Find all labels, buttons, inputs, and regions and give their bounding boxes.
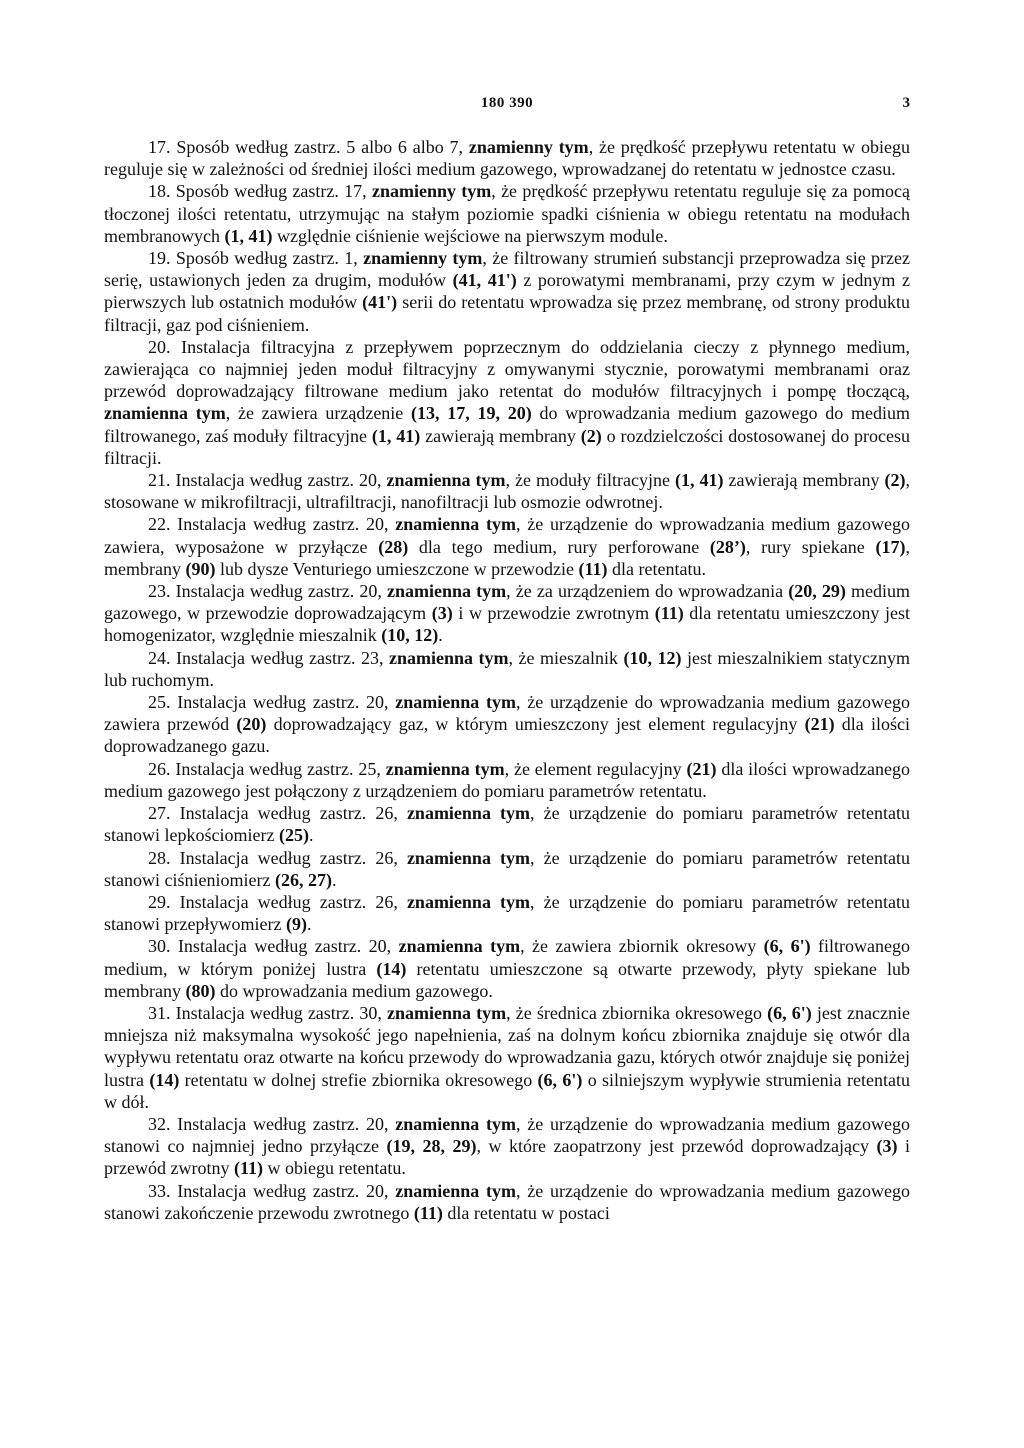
claim-text: 26. Instalacja według zastrz. 25, bbox=[148, 758, 386, 779]
claim-bold-text: znamienny tym bbox=[363, 248, 483, 269]
claim-bold-text: znamienna tym bbox=[395, 1180, 517, 1201]
claim-text: , że urządzenie do wprowadzania medium gazowego stanowi zakończenie przewodu zwrotnego bbox=[104, 1180, 910, 1223]
claim-bold-text: (14) bbox=[376, 958, 407, 979]
claim-text: 21. Instalacja według zastrz. 20, bbox=[148, 470, 387, 491]
claim-text: dla ilości doprowadzanego gazu. bbox=[104, 714, 910, 757]
claim-text: o silniejszym wypływie strumienia retentatu w dół. bbox=[104, 1069, 910, 1112]
claim-bold-text: (17) bbox=[875, 536, 906, 557]
claim-text: jest mieszalnikiem statycznym lub ruchomym. bbox=[104, 647, 910, 690]
claim-bold-text: (1, 41) bbox=[675, 470, 724, 491]
claim-bold-text: (11) bbox=[233, 1158, 263, 1179]
claim-bold-text: (21) bbox=[804, 714, 835, 735]
claim-bold-text: znamienna tym bbox=[387, 1002, 507, 1023]
claim-paragraph bbox=[104, 891, 910, 935]
claim-bold-text: (6, 6') bbox=[763, 936, 811, 957]
claim-bold-text: znamienna tym bbox=[388, 647, 509, 668]
claim-bold-text: znamienna tym bbox=[406, 803, 531, 824]
claim-text: , membrany bbox=[104, 536, 910, 579]
claim-text: , że urządzenie do pomiaru parametrów retentatu stanowi przepływomierz bbox=[104, 891, 910, 935]
page-header bbox=[104, 95, 910, 117]
claim-paragraph bbox=[104, 647, 910, 691]
claim-text: , rury spiekane bbox=[745, 536, 876, 557]
claim-text: , że urządzenie do pomiaru parametrów retentatu stanowi ciśnieniomierz bbox=[104, 847, 910, 890]
claim-bold-text: (20) bbox=[236, 714, 267, 735]
claim-text: 23. Instalacja według zastrz. 20, bbox=[148, 581, 388, 602]
claim-bold-text: (80) bbox=[185, 980, 216, 1001]
claim-text: . bbox=[331, 869, 337, 890]
claim-bold-text: (20, 29) bbox=[788, 581, 846, 602]
claim-text: filtrowanego medium, w którym poniżej lustra bbox=[104, 936, 911, 979]
claim-bold-text: znamienna tym bbox=[398, 936, 521, 957]
claim-bold-text: (21) bbox=[686, 758, 717, 779]
claim-text: 31. Instalacja według zastrz. 30, bbox=[148, 1002, 388, 1023]
claim-bold-text: (6, 6') bbox=[767, 1002, 812, 1023]
claim-text: retentatu w dolnej strefie zbiornika okresowego bbox=[179, 1069, 538, 1090]
claim-text: 25. Instalacja według zastrz. 20, bbox=[148, 692, 396, 713]
claim-bold-text: (9) bbox=[285, 914, 307, 935]
claim-text: względnie ciśnienie wejściowe na pierwszym module. bbox=[272, 225, 668, 246]
claim-paragraph bbox=[104, 336, 910, 469]
claim-text: , stosowane w mikrofiltracji, ultrafiltracji, nanofiltracji lub osmozie odwrotnej. bbox=[104, 470, 910, 513]
claim-paragraph bbox=[104, 136, 910, 180]
claim-text: dla tego medium, rury perforowane bbox=[408, 536, 710, 557]
claim-text: , że prędkość przepływu retentatu w obiegu reguluje się w zależności od średniej ilości medium gazowego, wprowadzanej do retentatu w jednostce czasu. bbox=[104, 137, 911, 180]
claim-paragraph bbox=[104, 935, 910, 1002]
claim-text: do wprowadzania medium gazowego. bbox=[215, 980, 493, 1001]
document-number: 180 390 bbox=[480, 95, 534, 111]
claim-bold-text: (10, 12) bbox=[381, 625, 439, 646]
claim-bold-text: (6, 6') bbox=[537, 1069, 583, 1090]
claim-text: lub dysze Venturiego umieszczone w przewodzie bbox=[215, 558, 579, 579]
claim-paragraph bbox=[104, 847, 910, 891]
claim-text: , że zawiera zbiornik okresowy bbox=[520, 936, 764, 957]
claim-text: doprowadzający gaz, w którym umieszczony jest element regulacyjny bbox=[266, 714, 805, 735]
claim-text: , że zawiera urządzenie bbox=[225, 403, 412, 424]
claim-text: dla retentatu umieszczony jest homogenizator, względnie mieszalnik bbox=[104, 603, 911, 646]
claim-text: dla retentatu w postaci bbox=[442, 1202, 610, 1223]
claim-paragraph bbox=[104, 469, 910, 513]
claim-text: i w przewodzie zwrotnym bbox=[452, 603, 655, 624]
claim-bold-text: (1, 41) bbox=[224, 225, 273, 246]
claim-text: , że za urządzeniem do wprowadzania bbox=[506, 581, 789, 602]
claim-bold-text: (11) bbox=[413, 1202, 443, 1223]
claim-text: , że filtrowany strumień substancji przeprowadza się przez serię, ustawionych jeden za drugim, modułów bbox=[104, 248, 910, 291]
claim-text: 22. Instalacja według zastrz. 20, bbox=[148, 514, 396, 535]
claim-bold-text: (3) bbox=[431, 603, 453, 624]
claim-text: serii do retentatu wprowadza się przez membranę, od strony produktu filtracji, gaz pod ciśnieniem. bbox=[104, 292, 910, 335]
claim-bold-text: (19, 28, 29) bbox=[386, 1136, 477, 1157]
claim-paragraph bbox=[104, 758, 910, 802]
claim-text: medium gazowego, w przewodzie doprowadzającym bbox=[104, 581, 910, 624]
claim-text: . bbox=[308, 825, 314, 846]
claim-text: w obiegu retentatu. bbox=[262, 1158, 406, 1179]
claim-text: 33. Instalacja według zastrz. 20, bbox=[148, 1180, 396, 1201]
claim-bold-text: (41, 41') bbox=[452, 270, 517, 291]
claim-text: , że średnica zbiornika okresowego bbox=[506, 1002, 768, 1023]
claim-text: 30. Instalacja według zastrz. 20, bbox=[148, 936, 399, 957]
claim-text: 20. Instalacja filtracyjna z przepływem poprzecznym do oddzielania cieczy z płynnego medium, zawierająca co najmniej jeden moduł filtracyjny z omywanymi stycznie, porowatymi membranami oraz przewód doprowadzający filtrowane medium jako retentat do modułów filtracyjnych i pompę tłoczącą, bbox=[104, 336, 910, 402]
claim-paragraph bbox=[104, 802, 910, 846]
claim-bold-text: (13, 17, 19, 20) bbox=[411, 403, 532, 424]
claim-text: o rozdzielczości dostosowanej do procesu filtracji. bbox=[104, 425, 910, 468]
claim-bold-text: (2) bbox=[884, 470, 906, 491]
claim-paragraph bbox=[104, 1113, 910, 1180]
claim-text: retentatu umieszczone są otwarte przewody, płyty spiekane lub membrany bbox=[104, 958, 910, 1001]
claim-paragraph bbox=[104, 691, 910, 758]
claim-paragraph bbox=[104, 1180, 910, 1224]
claim-text: i przewód zwrotny bbox=[104, 1136, 910, 1179]
claim-text: jest znacznie mniejsza niż maksymalna wysokość jego napełnienia, zaś na dolnym końcu zbiornika znajduje się otwór dla wypływu retentatu oraz otwarte na końcu przewody do wprowadzania gazu, których otwór znajduje się poniżej lustra bbox=[104, 1002, 910, 1090]
claim-text: zawierają membrany bbox=[723, 470, 885, 491]
claim-bold-text: znamienny tym bbox=[371, 181, 492, 202]
claim-bold-text: (14) bbox=[149, 1069, 180, 1090]
claim-text: , że urządzenie do pomiaru parametrów retentatu stanowi lepkościomierz bbox=[104, 803, 910, 846]
claim-bold-text: (28) bbox=[378, 536, 409, 557]
claims-body bbox=[104, 136, 910, 1224]
claim-bold-text: (26, 27) bbox=[274, 869, 332, 890]
claim-bold-text: znamienna tym bbox=[395, 1113, 517, 1134]
claim-bold-text: (11) bbox=[654, 603, 684, 624]
claim-text: do wprowadzania medium gazowego do medium filtrowanego, zaś moduły filtracyjne bbox=[104, 403, 910, 446]
claim-bold-text: znamienna tym bbox=[386, 470, 506, 491]
claim-bold-text: znamienna tym bbox=[406, 847, 531, 868]
claim-text: , że urządzenie do wprowadzania medium gazowego zawiera, wyposażone w przyłącze bbox=[104, 514, 910, 557]
claim-text: , w które zaopatrzony jest przewód doprowadzający bbox=[476, 1136, 877, 1157]
claim-bold-text: (90) bbox=[185, 558, 216, 579]
claim-text: , że moduły filtracyjne bbox=[505, 470, 676, 491]
claim-text: , że urządzenie do wprowadzania medium gazowego stanowi co najmniej jedno przyłącze bbox=[104, 1113, 910, 1157]
claim-text: , że urządzenie do wprowadzania medium gazowego zawiera przewód bbox=[104, 692, 910, 735]
claim-bold-text: znamienna tym bbox=[385, 758, 505, 779]
claim-paragraph bbox=[104, 513, 910, 580]
claim-bold-text: znamienna tym bbox=[395, 692, 517, 713]
claim-bold-text: (10, 12) bbox=[623, 647, 682, 668]
claim-text: dla ilości wprowadzanego medium gazowego jest połączony z urządzeniem do pomiaru parametrów retentatu. bbox=[104, 758, 910, 801]
claim-paragraph bbox=[104, 180, 910, 247]
claim-text: , że prędkość przepływu retentatu reguluje się za pomocą tłoczonej ilości retentatu, utrzymując na stałym poziomie spadki ciśnienia w obiegu retentatu na modułach membranowych bbox=[104, 181, 910, 246]
claim-text: 32. Instalacja według zastrz. 20, bbox=[148, 1113, 396, 1134]
claim-bold-text: (41') bbox=[362, 292, 398, 313]
claim-bold-text: znamienna tym bbox=[387, 581, 507, 602]
claim-text: 29. Instalacja według zastrz. 26, bbox=[148, 891, 407, 912]
claim-bold-text: (2) bbox=[580, 425, 602, 446]
claim-bold-text: (1, 41) bbox=[371, 425, 421, 446]
claim-text: . bbox=[306, 914, 312, 935]
claim-paragraph bbox=[104, 1002, 910, 1113]
claim-text: . bbox=[438, 625, 443, 646]
claim-text: , że element regulacyjny bbox=[504, 758, 687, 779]
claim-text: , że mieszalnik bbox=[508, 647, 624, 668]
claim-bold-text: znamienna tym bbox=[406, 891, 531, 912]
claim-paragraph bbox=[104, 247, 910, 336]
claim-text: dla retentatu. bbox=[607, 558, 706, 579]
claim-bold-text: (11) bbox=[578, 558, 608, 579]
claim-text: z porowatymi membranami, przy czym w jednym z pierwszych lub ostatnich modułów bbox=[104, 270, 910, 313]
claim-bold-text: (28’) bbox=[709, 536, 746, 557]
claim-bold-text: znamienna tym bbox=[395, 514, 517, 535]
claim-text: 18. Sposób według zastrz. 17, bbox=[148, 181, 372, 202]
claim-bold-text: znamienny tym bbox=[468, 137, 589, 157]
claim-bold-text: (25) bbox=[278, 825, 309, 846]
claim-text: 27. Instalacja według zastrz. 26, bbox=[148, 803, 407, 824]
claim-bold-text: znamienna tym bbox=[104, 403, 226, 424]
claim-bold-text: (3) bbox=[876, 1136, 898, 1157]
claim-text: zawierają membrany bbox=[420, 425, 581, 446]
claim-text: 24. Instalacja według zastrz. 23, bbox=[148, 647, 389, 668]
claim-text: 28. Instalacja według zastrz. 26, bbox=[148, 847, 407, 868]
claim-paragraph bbox=[104, 580, 910, 647]
page-number: 3 bbox=[902, 95, 910, 111]
claim-text: 17. Sposób według zastrz. 5 albo 6 albo 7, bbox=[148, 137, 469, 157]
claim-text: 19. Sposób według zastrz. 1, bbox=[148, 248, 364, 269]
